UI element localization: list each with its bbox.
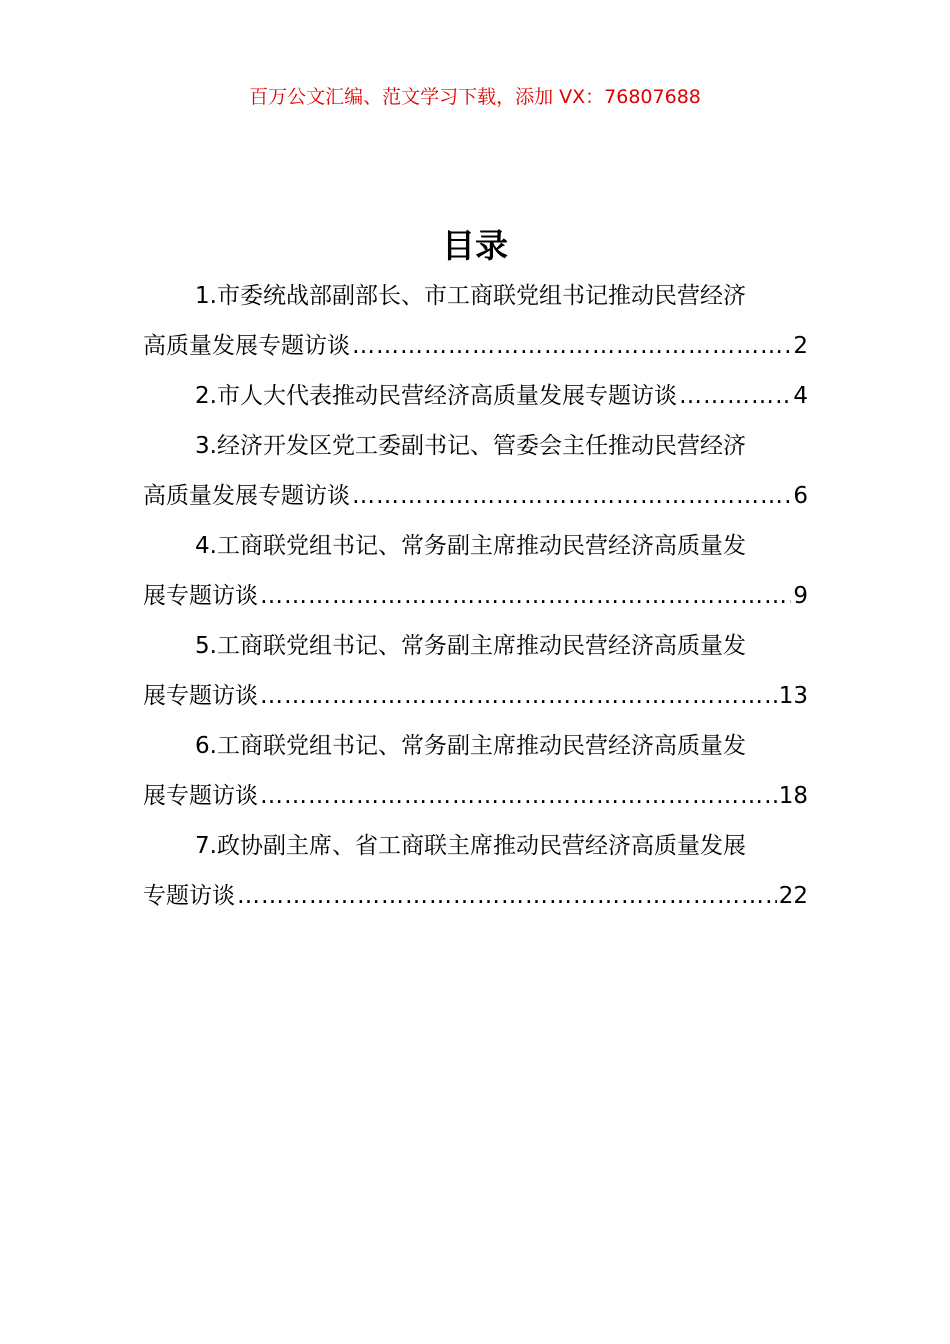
toc-entry-title: 3.经济开发区党工委副书记、管委会主任推动民营经济 xyxy=(195,433,746,459)
toc-entry-title-cont: 高质量发展专题访谈 xyxy=(143,333,350,359)
toc-entry-line xyxy=(143,271,808,321)
toc-entry-line xyxy=(143,771,808,821)
toc-entry-3[interactable] xyxy=(143,421,808,521)
toc-entry-5[interactable] xyxy=(143,621,808,721)
toc-dot-leader xyxy=(260,571,791,621)
header-note: 百万公文汇编、范文学习下载，添加 VX：76807688 xyxy=(249,86,701,108)
toc-page-number: 22 xyxy=(778,883,808,909)
toc-entry-title-cont: 专题访谈 xyxy=(143,883,235,909)
toc-page-number: 6 xyxy=(793,483,808,509)
toc-page-number: 2 xyxy=(793,333,808,359)
toc-entry-title-cont: 展专题访谈 xyxy=(143,583,258,609)
toc-entry-line xyxy=(143,471,808,521)
toc-dot-leader xyxy=(260,771,777,821)
toc-entry-line xyxy=(143,871,808,921)
toc-entry-line xyxy=(143,721,808,771)
toc-dot-leader xyxy=(260,671,777,721)
toc-entry-6[interactable] xyxy=(143,721,808,821)
toc-page-number: 9 xyxy=(793,583,808,609)
toc-entry-line xyxy=(143,521,808,571)
toc-entry-title-cont: 展专题访谈 xyxy=(143,783,258,809)
toc-entry-line xyxy=(143,671,808,721)
toc-entry-line xyxy=(143,321,808,371)
toc-entry-line xyxy=(143,621,808,671)
toc-entry-line xyxy=(143,821,808,871)
toc-dot-leader xyxy=(679,371,791,421)
toc-entry-line xyxy=(143,571,808,621)
toc-entry-7[interactable] xyxy=(143,821,808,921)
toc-entry-title: 7.政协副主席、省工商联主席推动民营经济高质量发展 xyxy=(195,833,746,859)
toc-entry-title: 2.市人大代表推动民营经济高质量发展专题访谈 xyxy=(195,383,677,409)
toc-entry-title: 1.市委统战部副部长、市工商联党组书记推动民营经济 xyxy=(195,283,746,309)
toc-entry-line xyxy=(143,421,808,471)
table-of-contents xyxy=(143,271,808,921)
toc-dot-leader xyxy=(352,321,791,371)
toc-page-number: 18 xyxy=(778,783,808,809)
toc-entry-2[interactable] xyxy=(143,371,808,421)
toc-entry-title: 5.工商联党组书记、常务副主席推动民营经济高质量发 xyxy=(195,633,746,659)
toc-entry-title: 4.工商联党组书记、常务副主席推动民营经济高质量发 xyxy=(195,533,746,559)
toc-entry-title: 6.工商联党组书记、常务副主席推动民营经济高质量发 xyxy=(195,733,746,759)
toc-entry-4[interactable] xyxy=(143,521,808,621)
toc-dot-leader xyxy=(237,871,777,921)
toc-entry-title-cont: 高质量发展专题访谈 xyxy=(143,483,350,509)
toc-page-number: 13 xyxy=(778,683,808,709)
toc-entry-1[interactable] xyxy=(143,271,808,371)
toc-dot-leader xyxy=(352,471,791,521)
toc-entry-title-cont: 展专题访谈 xyxy=(143,683,258,709)
toc-page-number: 4 xyxy=(793,383,808,409)
toc-title: 目录 xyxy=(442,226,508,265)
toc-entry-line xyxy=(143,371,808,421)
